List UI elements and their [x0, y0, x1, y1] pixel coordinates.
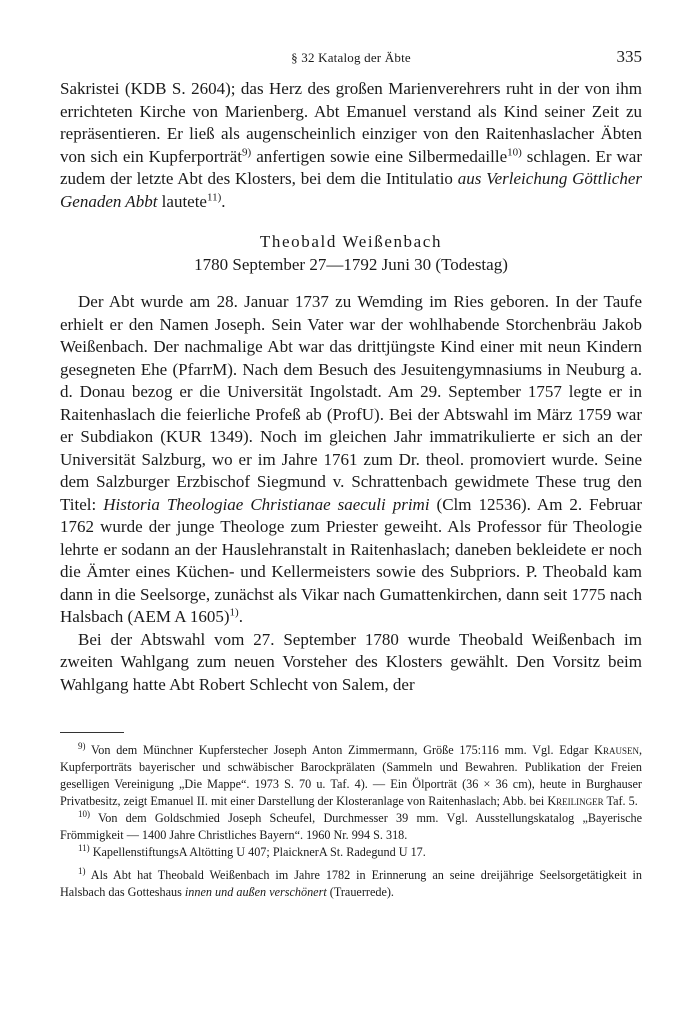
- footnote-11: $^{11)}$ KapellenstiftungsA Altötting U 407; PlaicknerA St. Radegund U 17.: [78, 842, 426, 859]
- footnote-ref-11: 11): [206, 190, 222, 203]
- running-title: § 32 Katalog der Äbte: [291, 50, 411, 65]
- page-number: 335: [616, 47, 642, 66]
- biography-paragraph: Der Abt wurde am 28. Januar 1737 zu Wemding im Ries geboren. In der Taufe erhielt er den Namen Joseph. Sein Vater war der wohlhabende Storchenbräu Jakob Weißenbach. Der nachmalige Abt war das drittjüngste Kind einer mit neun Kindern gesegneten Ehe (PfarrM). Nach dem Besuch des Jesuitengymnasiums in Neuburg a. d. Donau bezog er die Universität Ingolstadt. Am 29. September 1757 legte er in Raitenhaslach die feierliche Profeß ab (ProfU). Bei der Abtswahl im März 1759 war er Subdiakon (KUR 1349). Noch im gleichen Jahr immatrikulierte er sich an der Universität Salzburg, wo er im Jahre 1761 zum Dr. theol. promoviert wurde. Seine dem Salzburger Erzbischof Siegmund v. Schrattenbach gewidmete These trug den Titel: Historia Theologiae Christianae saeculi primi (Clm 12536). Am 2. Februar 1762 wurde der junge Theologe zum Priester geweiht. Als Professor für Theologie lehrte er sodann an der Hauslehranstalt in Raitenhaslach; daneben bekleidete er noch die Ämter eines Küchen- und Kellermeisters sowie des Subpriors. P. Theobald kam dann in die Seelsorge, zunächst als Vikar nach Gumattenkirchen, dann seit 1775 nach Halsbach (AEM A 1605)$^{1)}$.: [60, 292, 642, 626]
- footnote-9: $^{9)}$ Von dem Münchner Kupferstecher Joseph Anton Zimmermann, Größe 175:116 mm. Vgl. Edgar Krausen, Kupferporträts bayerischer und schwäbischer Barockprälaten (Sammeln und Bewahren. Publikation der Freien geselligen Vereinigung „Die Mappe“. 1973 S. 70 u. Taf. 4). — Ein Ölporträt (36 × 36 cm), heute in Burghauser Privatbesitz, zeigt Emanuel II. mit einer Darstellung der Klosteranlage von Raitenhaslach; Abb. bei Kreilinger Taf. 5.: [60, 740, 642, 808]
- intitulatio-quote: aus Verleichung Göttlicher Genaden Abbt: [60, 169, 642, 211]
- footnotes: [60, 742, 642, 901]
- main-text: [60, 78, 642, 696]
- footnote-1: $^{1)}$ Als Abt hat Theobald Weißenbach im Jahre 1782 in Erinnerung an seine dreijährige Seelsorgetätigkeit in Halsbach das Gotteshaus innen und außen verschönert (Trauerrede).: [60, 865, 642, 899]
- footnote-ref-10: 10): [507, 145, 522, 158]
- abbot-name-heading: Theobald Weißenbach: [259, 232, 443, 251]
- footnote-separator: [60, 732, 124, 733]
- election-paragraph: Bei der Abtswahl vom 27. September 1780 wurde Theobald Weißenbach im zweiten Wahlgang zum neuen Vorsteher des Klosters gewählt. Den Vorsitz beim Wahlgang hatte Abt Robert Schlecht von Salem, der: [60, 629, 642, 694]
- footnote-ref-1: 1): [229, 606, 239, 619]
- intro-paragraph: Sakristei (KDB S. 2604); das Herz des großen Marienverehrers ruht in der von ihm errichteten Kirche von Marienberg. Abt Emanuel verstand als Kind seiner Zeit zu repräsentieren. Er ließ als augenscheinlich einziger von den Raitenhaslacher Äbten von sich ein Kupferporträt$^{9)}$ anfertigen sowie eine Silbermedaille$^{10)}$ schlagen. Er war zudem der letzte Abt des Klosters, bei dem die Intitulatio aus Verleichung Göttlicher Genaden Abbt lautete$^{11)}$.: [60, 79, 642, 211]
- thesis-title: Historia Theologiae Christianae saeculi primi: [103, 494, 430, 514]
- footnote-10: $^{10)}$ Von dem Goldschmied Joseph Scheufel, Durchmesser 39 mm. Vgl. Ausstellungskatalog „Bayerische Frömmigkeit — 1400 Jahre Christliches Bayern“. 1960 Nr. 994 S. 318.: [60, 808, 642, 842]
- abbot-dates: 1780 September 27—1792 Juni 30 (Todestag): [194, 254, 508, 274]
- page-header: [60, 47, 642, 70]
- footnote-ref-9: 9): [242, 145, 252, 158]
